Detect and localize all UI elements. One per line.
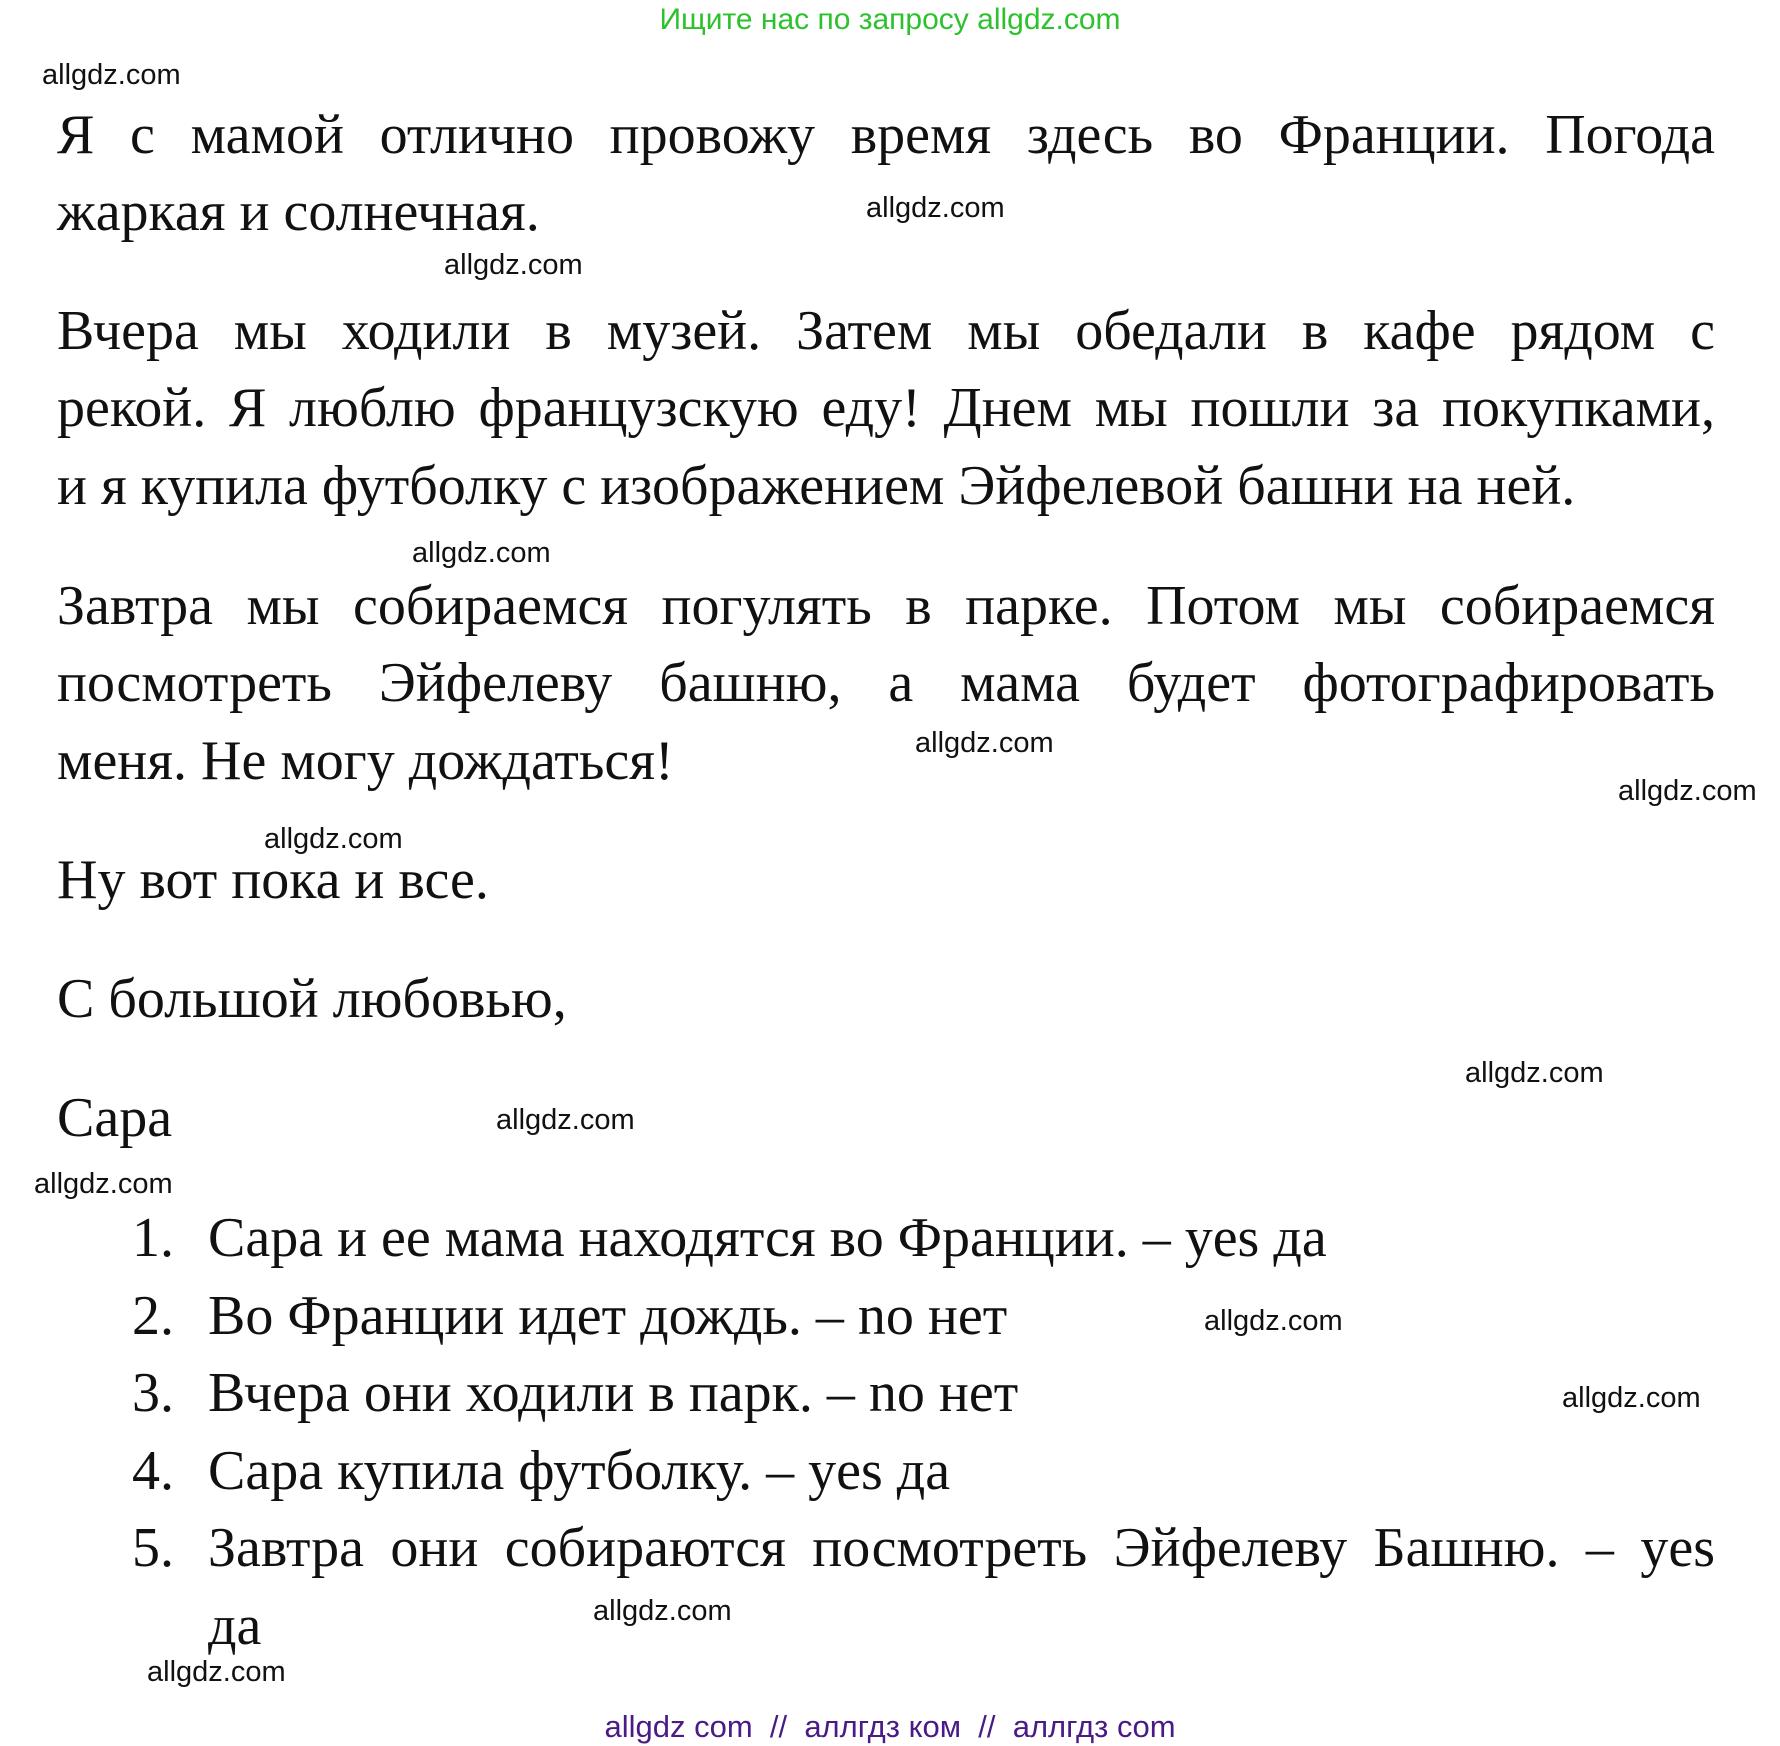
watermark: allgdz.com: [444, 249, 583, 281]
letter-line: Вчера мы ходили в музей. Затем мы обедали в кафе рядом с: [57, 300, 1715, 362]
watermark: allgdz.com: [1465, 1057, 1604, 1089]
watermark: allgdz.com: [1562, 1382, 1701, 1414]
watermark: allgdz.com: [42, 59, 181, 91]
answer-item-continuation: да: [208, 1595, 262, 1657]
search-banner: Ищите нас по запросу allgdz.com: [659, 3, 1121, 36]
letter-line: и я купила футболку с изображением Эйфелевой башни на ней.: [57, 455, 1576, 517]
answer-item: Во Франции идет дождь. – no нет: [208, 1285, 1008, 1347]
letter-line: жаркая и солнечная.: [57, 181, 540, 243]
watermark: allgdz.com: [147, 1656, 286, 1688]
answer-item: Сара и ее мама находятся во Франции. – yes да: [208, 1207, 1327, 1269]
letter-line: меня. Не могу дождаться!: [57, 730, 674, 792]
watermark: allgdz.com: [264, 823, 403, 855]
footer-links: allgdz com // аллгдз ком // аллгдз com: [604, 1709, 1176, 1744]
watermark: allgdz.com: [915, 727, 1054, 759]
watermark: allgdz.com: [866, 192, 1005, 224]
letter-line: Завтра мы собираемся погулять в парке. Потом мы собираемся: [57, 575, 1715, 637]
letter-signoff: С большой любовью,: [57, 968, 567, 1030]
letter-closing: Ну вот пока и все.: [57, 849, 489, 911]
watermark: allgdz.com: [412, 537, 551, 569]
watermark: allgdz.com: [593, 1595, 732, 1627]
letter-line: Я с мамой отлично провожу время здесь во Франции. Погода: [57, 104, 1715, 166]
answer-item: Сара купила футболку. – yes да: [208, 1440, 951, 1502]
watermark: allgdz.com: [1204, 1305, 1343, 1337]
answer-number: 2.: [132, 1285, 174, 1347]
answer-item: Завтра они собираются посмотреть Эйфелеву Башню. – yes: [208, 1517, 1715, 1579]
watermark: allgdz.com: [34, 1168, 173, 1200]
letter-line: посмотреть Эйфелеву башню, а мама будет фотографировать: [57, 652, 1715, 714]
answer-item: Вчера они ходили в парк. – no нет: [208, 1362, 1019, 1424]
answer-number: 5.: [132, 1517, 174, 1579]
answer-number: 4.: [132, 1440, 174, 1502]
letter-line: рекой. Я люблю французскую еду! Днем мы пошли за покупками,: [57, 377, 1715, 439]
answer-number: 1.: [132, 1207, 174, 1269]
answer-number: 3.: [132, 1362, 174, 1424]
watermark: allgdz.com: [1618, 775, 1757, 807]
watermark: allgdz.com: [496, 1104, 635, 1136]
letter-signature: Сара: [57, 1087, 173, 1149]
